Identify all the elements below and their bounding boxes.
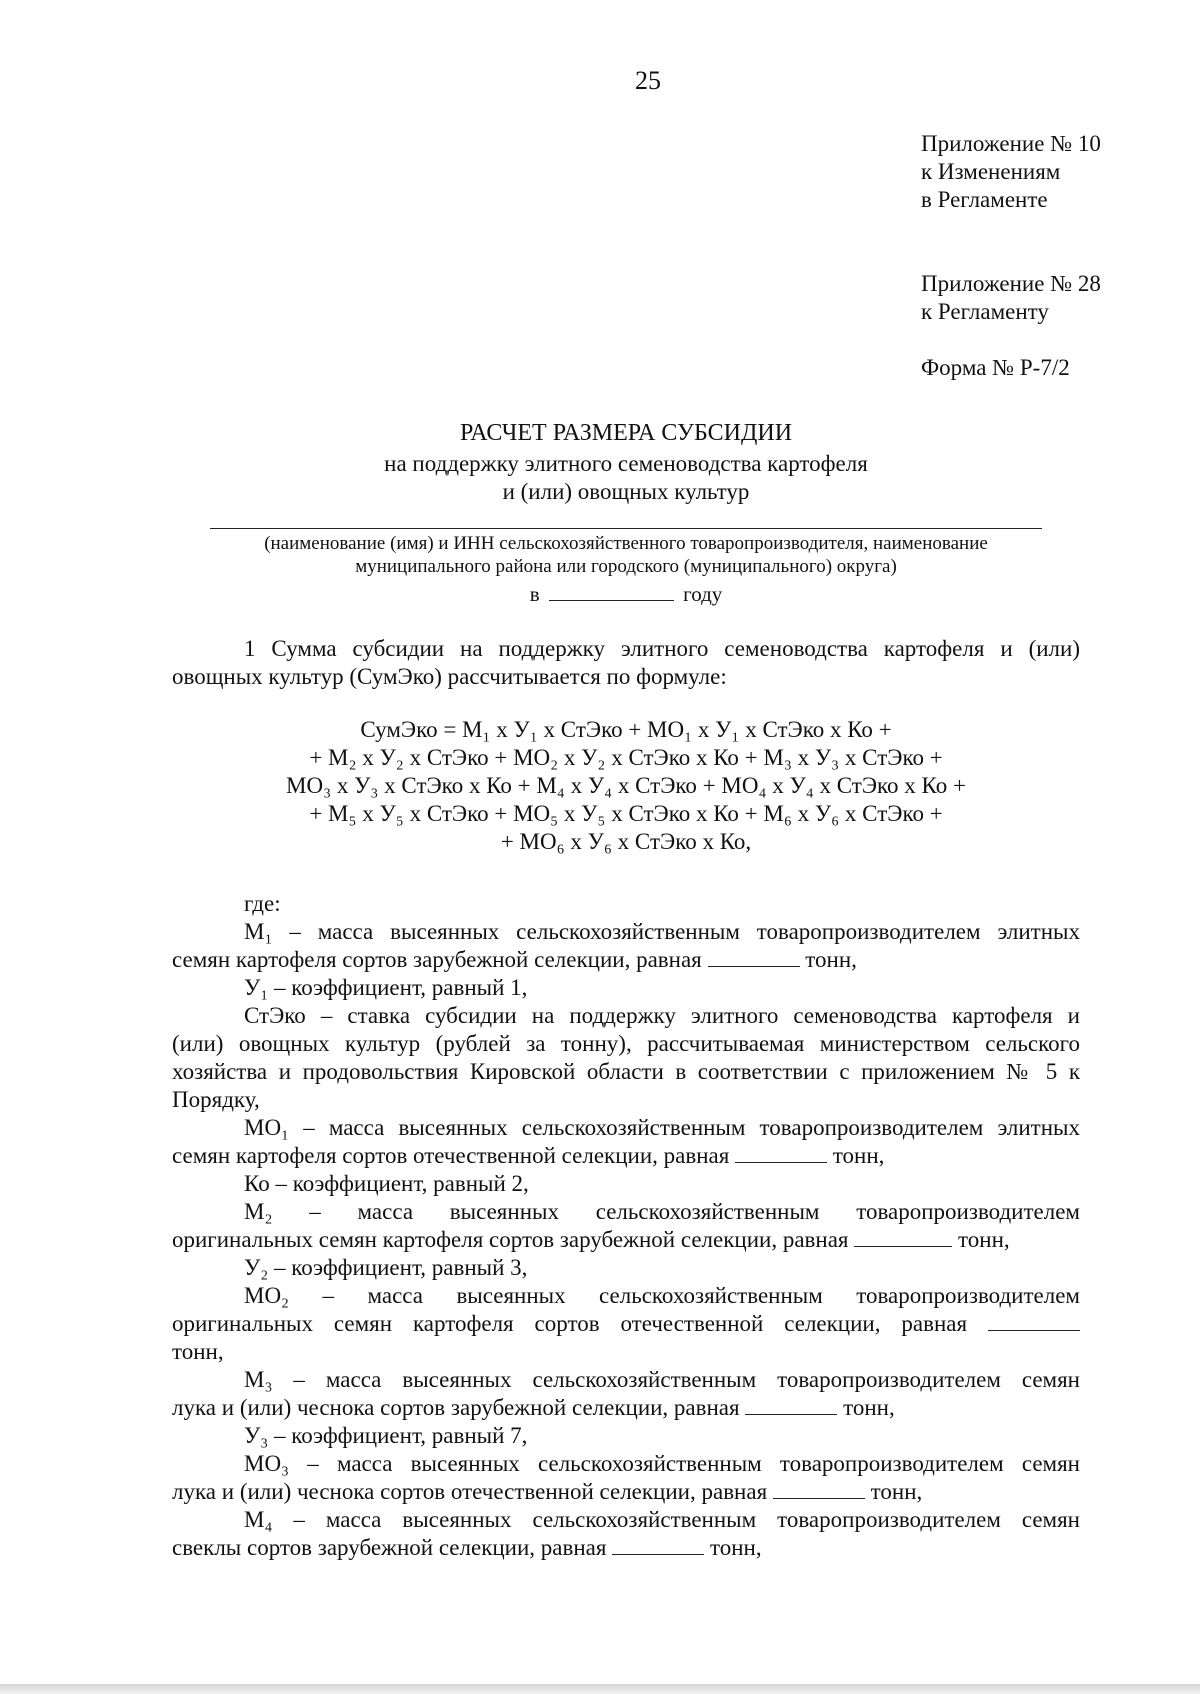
def-m4-line: М₄ – масса высеянных сельскохозяйственным товаропроизводителем семян (244, 1507, 1080, 1532)
def-mo3-line: лука и (или) чеснока сортов отечественной селекции, равная тонн, (172, 1479, 923, 1504)
def-mo2-line: тонн, (172, 1339, 224, 1364)
appendix-line: в Регламенте (921, 187, 1048, 212)
def-u3: У₃ – коэффициент, равный 7, (244, 1423, 528, 1448)
appendix-line: Приложение № 28 (921, 271, 1101, 296)
def-mo1-line: МО₁ – масса высеянных сельскохозяйственным товаропроизводителем элитных (244, 1115, 1080, 1140)
formula-line: + М₅ х У₅ х СтЭко + МО₅ х У₅ х СтЭко х Ко + М₆ х У₆ х СтЭко + (309, 801, 943, 826)
formula-line: МО₃ х У₃ х СтЭко х Ко + М₄ х У₄ х СтЭко + МО₄ х У₄ х СтЭко х Ко + (286, 773, 966, 798)
def-mo2-line: оригинальных семян картофеля сортов отечественной селекции, равная (172, 1310, 1080, 1338)
name-fill-line (210, 528, 1042, 529)
def-m2-line: М₂ – масса высеянных сельскохозяйственным товаропроизводителем (244, 1199, 1080, 1224)
def-m3-line: М₃ – масса высеянных сельскохозяйственным товаропроизводителем семян (244, 1367, 1080, 1392)
year-suffix: году (683, 582, 723, 606)
formula-line: СумЭко = М₁ х У₁ х СтЭко + МО₁ х У₁ х СтЭко х Ко + (360, 717, 892, 742)
form-number: Форма № Р-7/2 (921, 355, 1070, 380)
text-line: 1 Сумма субсидии на поддержку элитного семеноводства картофеля и (или) (244, 636, 1080, 661)
appendix-28-block (921, 270, 1101, 326)
def-stekko-line: хозяйства и продовольствия Кировской области в соответствии с приложением № 5 к (172, 1059, 1080, 1084)
def-u2: У₂ – коэффициент, равный 3, (244, 1255, 528, 1280)
text-line: овощных культур (СумЭко) рассчитывается по формуле: (172, 664, 727, 689)
definitions-section (172, 890, 1080, 1562)
def-mo2-line: МО₂ – масса высеянных сельскохозяйственным товаропроизводителем (244, 1283, 1080, 1308)
scan-edge (0, 1684, 1200, 1694)
document-subtitle-line: и (или) овощных культур (502, 479, 750, 504)
name-field-caption: (наименование (имя) и ИНН сельскохозяйственного товаропроизводителя, наименование (264, 533, 988, 554)
appendix-line: Приложение № 10 (921, 131, 1101, 156)
formula-line: + М₂ х У₂ х СтЭко + МО₂ х У₂ х СтЭко х Ко + М₃ х У₃ х СтЭко + (309, 745, 943, 770)
formula-block (0, 716, 1200, 856)
def-ko: Ко – коэффициент, равный 2, (244, 1171, 529, 1196)
appendix-line: к Изменениям (921, 159, 1061, 184)
name-field-caption: муниципального района или городского (муниципального) округа) (355, 556, 897, 577)
year-line (0, 582, 1200, 607)
year-blank (549, 582, 674, 601)
appendix-line: к Регламенту (921, 299, 1049, 324)
year-prefix: в (529, 582, 540, 606)
def-m2-line: оригинальных семян картофеля сортов зарубежной селекции, равная тонн, (172, 1227, 1010, 1252)
def-stekko-line: СтЭко – ставка субсидии на поддержку элитного семеноводства картофеля и (244, 1003, 1080, 1028)
document-subtitle-line: на поддержку элитного семеноводства картофеля (384, 451, 868, 476)
def-mo1-line: семян картофеля сортов отечественной селекции, равная тонн, (172, 1143, 885, 1168)
page-number: 25 (635, 66, 661, 95)
def-stekko-line: Порядку, (172, 1087, 260, 1112)
def-m4-line: свеклы сортов зарубежной селекции, равная тонн, (172, 1535, 762, 1560)
def-m3-line: лука и (или) чеснока сортов зарубежной селекции, равная тонн, (172, 1395, 895, 1420)
formula-line: + МО₆ х У₆ х СтЭко х Ко, (500, 829, 752, 854)
def-m1-line: М₁ – масса высеянных сельскохозяйственным товаропроизводителем элитных (244, 919, 1080, 944)
def-m1-line: семян картофеля сортов зарубежной селекции, равная тонн, (172, 947, 857, 972)
document-title: РАСЧЕТ РАЗМЕРА СУБСИДИИ (459, 420, 793, 446)
appendix-10-block (921, 130, 1101, 214)
def-mo3-line: МО₃ – масса высеянных сельскохозяйственным товаропроизводителем семян (244, 1451, 1080, 1476)
where-label: где: (244, 891, 281, 916)
intro-paragraph (172, 635, 1080, 691)
def-u1: У₁ – коэффициент, равный 1, (244, 975, 528, 1000)
def-stekko-line: (или) овощных культур (рублей за тонну), рассчитываемая министерством сельского (172, 1031, 1080, 1056)
